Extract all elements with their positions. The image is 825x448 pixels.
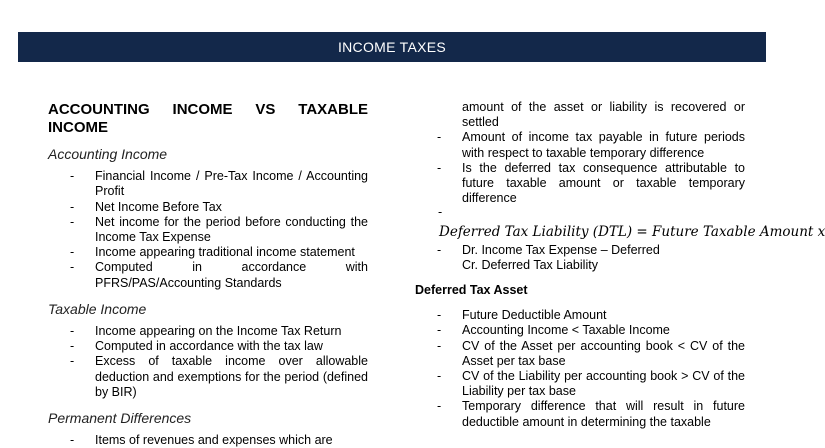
list-item: - Income appearing traditional income statement [70,245,355,260]
banner-title: INCOME TAXES [337,39,447,55]
list-item: - Net Income Before Tax [70,199,222,214]
permanent-differences-list [48,433,368,448]
list-item: - Accounting Income < Taxable Income [437,323,670,338]
journal-debit: - Dr. Income Tax Expense – Deferred [437,242,660,257]
dta-heading: Deferred Tax Asset [415,283,528,298]
journal-credit: Cr. Deferred Tax Liability [462,257,598,272]
formula-dash: - [438,205,443,220]
right-column [415,100,825,430]
dta-list [415,308,745,430]
list-item: - Is the deferred tax consequence attributable to future taxable amount or taxable temporary difference [437,160,745,206]
list-item: - Excess of taxable income over allowable deduction and exemptions for the period (defined by BIR) [70,354,368,399]
accounting-income-list [48,169,368,291]
list-item: - Future Deductible Amount [437,308,607,323]
list-item: - Amount of income tax payable in future periods with respect to taxable temporary difference [437,130,745,160]
title-banner [18,32,766,62]
list-item: - Temporary difference that will result in future deductible amount in determining the taxable [437,399,745,429]
journal-entry [415,243,745,258]
list-item: - Financial Income / Pre-Tax Income / Accounting Profit [70,169,368,199]
subheading-permanent-differences: Permanent Differences [48,410,192,427]
taxable-income-list [48,324,368,400]
left-column [48,101,368,448]
continuation-text: amount of the asset or liability is recovered or settled [462,100,745,130]
subheading-taxable-income: Taxable Income [48,300,147,317]
dtl-formula: Deferred Tax Liability (DTL) = Future Taxable Amount x [439,224,825,241]
list-item: - Income appearing on the Income Tax Return [70,324,342,339]
list-item: - CV of the Asset per accounting book < CV of the Asset per tax base [437,338,745,368]
subheading-accounting-income: Accounting Income [48,146,168,162]
list-item: - Items of revenues and expenses which are [70,433,333,448]
list-item: - CV of the Liability per accounting book > CV of the Liability per tax base [437,369,745,399]
list-item: - Computed in accordance with PFRS/PAS/Accounting Standards [70,260,368,290]
list-item: - Net income for the period before conducting the Income Tax Expense [70,214,368,245]
list-item: - Computed in accordance with the tax law [70,339,323,354]
dtl-list [415,130,745,206]
section-heading: ACCOUNTING INCOME VS TAXABLE INCOME [48,101,368,136]
